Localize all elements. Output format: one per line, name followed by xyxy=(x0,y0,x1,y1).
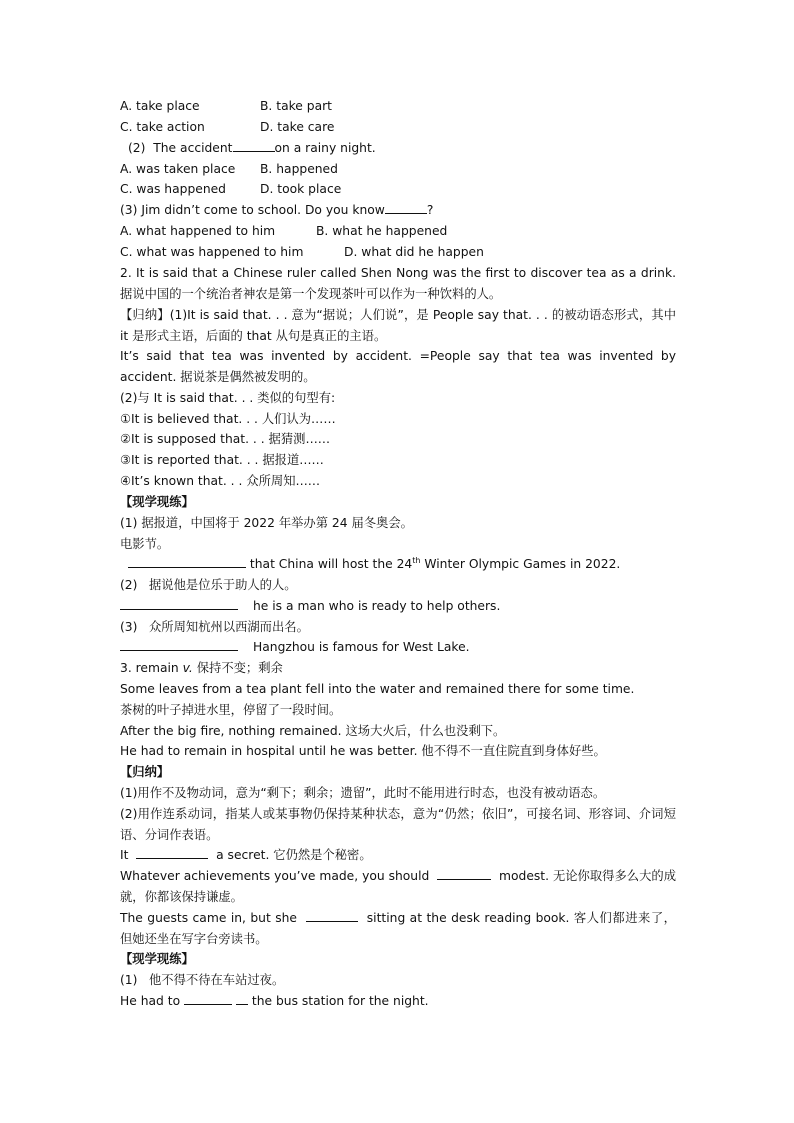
exercise-number: (1) xyxy=(120,973,138,987)
options-row xyxy=(120,242,676,263)
sentence-text: modest. 无论你取得多么大的成就，你都该保持谦虚。 xyxy=(120,869,676,904)
summary-note-1: (1)用作不及物动词，意为“剩下；剩余；遗留”，此时不能用进行时态，也没有被动语态。 xyxy=(120,786,606,800)
section-3-heading xyxy=(120,658,676,679)
example-translation: 茶树的叶子掉进水里，停留了一段时间。 xyxy=(120,703,342,717)
question-2 xyxy=(128,138,676,159)
question-3 xyxy=(120,200,676,221)
question-text: The accident xyxy=(153,141,233,155)
sentence-text: Hangzhou is famous for West Lake. xyxy=(253,640,470,654)
exercise-3-answer xyxy=(120,637,676,658)
pattern-item: ④It’s known that. . . 众所周知…… xyxy=(120,474,321,488)
option-b: B. take part xyxy=(260,99,332,113)
options-row xyxy=(120,96,676,117)
option-a: A. what happened to him xyxy=(120,224,276,238)
question-number: (2) xyxy=(128,141,146,155)
exercise-1: (1) 据报道，中国将于 2022 年举办第 24 届冬奥会。 xyxy=(120,516,413,530)
summary-note-2: (2)用作连系动词，指某人或某事物仍保持某种状态，意为“仍然；依旧”，可接名词、形容词、介词短语、分词作表语。 xyxy=(120,807,676,842)
answer-blank xyxy=(136,845,208,859)
answer-blank xyxy=(306,908,358,922)
section-2-heading: 2. It is said that a Chinese ruler called Shen Nong was the first to discover tea as a drink. 据说中国的一个统治者神农是第一个发现茶叶可以作为一种饮料的人。 xyxy=(120,266,676,301)
fill-in-3 xyxy=(120,908,676,950)
answer-blank xyxy=(128,554,246,568)
option-a: A. take place xyxy=(120,99,200,113)
sentence-text: The guests came in, but she xyxy=(120,911,298,925)
sentence-text: that China will host the 24 xyxy=(249,557,413,571)
sentence-text: sitting at the desk reading book. 客人们都进来了，但她还坐在写字台旁读书。 xyxy=(120,911,676,946)
option-d: D. took place xyxy=(260,182,342,196)
exercise-number: (3) xyxy=(120,620,138,634)
sentence-text: the bus station for the night. xyxy=(251,994,429,1008)
answer-blank xyxy=(233,138,275,152)
exercise-2-answer xyxy=(120,596,676,617)
sentence-text: Winter Olympic Games in 2022. xyxy=(420,557,621,571)
options-row xyxy=(120,117,676,138)
answer-blank xyxy=(385,200,427,214)
example-sentence: Some leaves from a tea plant fell into the water and remained there for some time. xyxy=(120,682,635,696)
exercise-1-answer xyxy=(120,554,676,575)
exercise-3 xyxy=(120,617,676,638)
exercise-text: 他不得不待在车站过夜。 xyxy=(149,973,285,987)
ordinal-suffix: th xyxy=(412,555,421,565)
question-text: ? xyxy=(426,203,434,217)
summary-note-2: (2)与 It is said that. . . 类似的句型有: xyxy=(120,391,336,405)
question-text: on a rainy night. xyxy=(274,141,376,155)
exercise-number: (2) xyxy=(120,578,138,592)
options-row xyxy=(120,221,676,242)
option-c: C. take action xyxy=(120,120,205,134)
option-d: D. take care xyxy=(260,120,335,134)
exercise-1-fragment: 电影节。 xyxy=(120,537,170,551)
sentence-text: It xyxy=(120,848,129,862)
example-sentence: He had to remain in hospital until he was better. 他不得不一直住院直到身体好些。 xyxy=(120,744,606,758)
sentence-text: Whatever achievements you’ve made, you should xyxy=(120,869,430,883)
sentence-text: He had to xyxy=(120,994,181,1008)
exercise-2 xyxy=(120,575,676,596)
summary-heading: 【归纳】 xyxy=(120,765,170,779)
sentence-text: a secret. 它仍然是个秘密。 xyxy=(216,848,372,862)
heading-meaning: 保持不变；剩余 xyxy=(192,661,283,675)
option-a: A. was taken place xyxy=(120,162,236,176)
exercise-text: 据说他是位乐于助人的人。 xyxy=(149,578,297,592)
option-b: B. what he happened xyxy=(316,224,448,238)
answer-blank xyxy=(437,866,491,880)
example-sentence: After the big fire, nothing remained. 这场大火后，什么也没剩下。 xyxy=(120,724,506,738)
option-d: D. what did he happen xyxy=(344,245,484,259)
answer-blank xyxy=(120,637,238,651)
options-row xyxy=(120,159,676,180)
exercise-1 xyxy=(120,970,676,991)
fill-in-1 xyxy=(120,845,676,866)
pattern-item: ③It is reported that. . . 据报道…… xyxy=(120,453,324,467)
part-of-speech: v. xyxy=(182,661,193,675)
question-text: (3) Jim didn’t come to school. Do you know xyxy=(120,203,385,217)
option-c: C. what was happened to him xyxy=(120,245,304,259)
option-b: B. happened xyxy=(260,162,338,176)
option-c: C. was happened xyxy=(120,182,226,196)
pattern-item: ②It is supposed that. . . 据猜测…… xyxy=(120,432,331,446)
practice-heading: 【现学现练】 xyxy=(120,495,194,509)
answer-blank xyxy=(236,991,248,1005)
exercise-text: 众所周知杭州以西湖而出名。 xyxy=(149,620,309,634)
answer-blank xyxy=(120,596,238,610)
fill-in-2 xyxy=(120,866,676,908)
summary-note-1: 【归纳】(1)It is said that. . . 意为“据说；人们说”，是 People say that. . . 的被动语态形式，其中 it 是形式主语，后面的 that 从句是真正的主语。 xyxy=(120,308,676,343)
options-row xyxy=(120,179,676,200)
pattern-item: ①It is believed that. . . 人们认为…… xyxy=(120,412,336,426)
example-sentence: It’s said that tea was invented by accident. =People say that tea was invented by accident. 据说茶是偶然被发明的。 xyxy=(120,349,676,384)
sentence-text: he is a man who is ready to help others. xyxy=(253,599,501,613)
practice-heading: 【现学现练】 xyxy=(120,952,194,966)
exercise-1-answer xyxy=(120,991,676,1012)
heading-word: 3. remain xyxy=(120,661,183,675)
answer-blank xyxy=(184,991,232,1005)
